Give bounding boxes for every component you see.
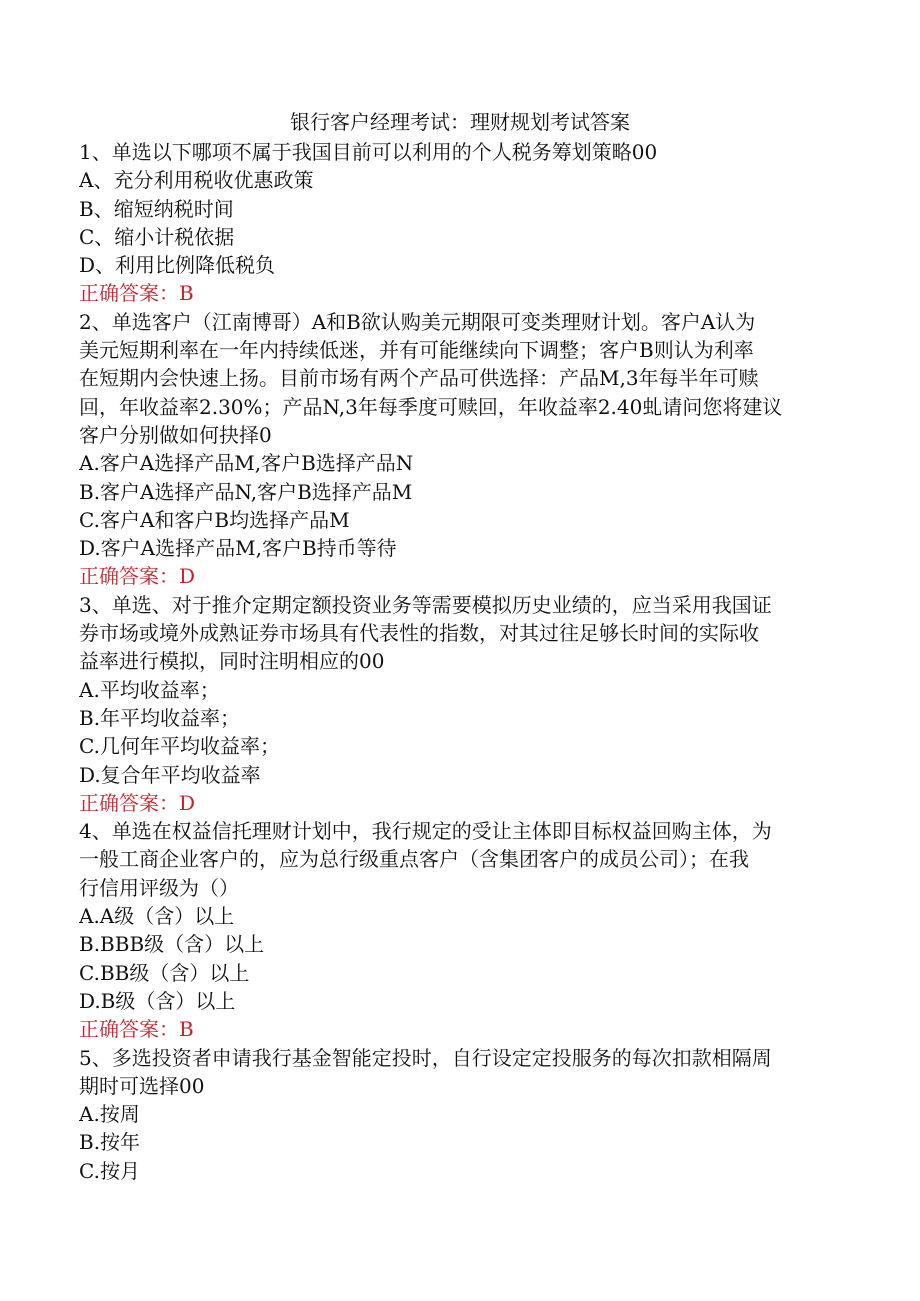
option-b: B.年平均收益率；: [79, 705, 241, 730]
document-body: [79, 138, 839, 1185]
question-stem-line: 行信用评级为（）: [79, 875, 239, 900]
correct-answer: 正确答案：D: [79, 564, 196, 589]
correct-answer: 正确答案：B: [79, 1017, 194, 1042]
question-stem-line: 回，年收益率2.30%；产品N,3年每季度可赎回，年收益率2.40虬请问您将建议: [79, 394, 783, 419]
question-stem-line: 一般工商企业客户的，应为总行级重点客户（含集团客户的成员公司）；在我: [79, 847, 749, 872]
question-stem-line: 客户分别做如何抉择0: [79, 422, 272, 447]
option-b: B、缩短纳税时间: [79, 196, 234, 221]
question-stem-line: 2、单选客户（江南博哥）A和B欲认购美元期限可变类理财计划。客户A认为: [79, 309, 756, 334]
option-a: A.平均收益率；: [79, 677, 220, 702]
option-c: C.客户A和客户B均选择产品M: [79, 507, 350, 532]
question-4: [79, 817, 839, 1043]
option-a: A、充分利用税收优惠政策: [79, 168, 314, 193]
option-c: C.BB级（含）以上: [79, 960, 250, 985]
option-b: B.客户A选择产品N,客户B选择产品M: [79, 479, 413, 504]
question-stem-line: 期时可选择00: [79, 1073, 205, 1098]
question-3: [79, 591, 839, 817]
question-stem-line: 益率进行模拟，同时注明相应的00: [79, 649, 385, 674]
option-b: B.BBB级（含）以上: [79, 932, 265, 957]
option-a: A.A级（含）以上: [79, 904, 235, 929]
question-stem-line: 4、单选在权益信托理财计划中，我行规定的受让主体即目标权益回购主体，为: [79, 819, 772, 844]
option-c: C.几何年平均收益率；: [79, 734, 280, 759]
question-stem-line: 5、多选投资者申请我行基金智能定投时，自行设定定投服务的每次扣款相隔周: [79, 1045, 772, 1070]
question-5: [79, 1044, 839, 1185]
option-d: D、利用比例降低税负: [79, 253, 276, 278]
document-title: 银行客户经理考试：理财规划考试答案: [290, 110, 630, 134]
option-c: C.按月: [79, 1158, 140, 1183]
question-stem-line: 券市场或境外成熟证券市场具有代表性的指数，对其过往足够长时间的实际收: [79, 621, 759, 646]
question-stem-line: 3、单选、对于推介定期定额投资业务等需要模拟历史业绩的，应当采用我国证: [79, 592, 772, 617]
correct-answer: 正确答案：B: [79, 281, 194, 306]
option-b: B.按年: [79, 1130, 141, 1155]
option-a: A.按周: [79, 1102, 140, 1127]
question-stem-line: 在短期内会快速上扬。目前市场有两个产品可供选择：产品M,3年每半年可赎: [79, 366, 759, 391]
question-1: [79, 138, 839, 308]
question-stem-line: 美元短期利率在一年内持续低迷，并有可能继续向下调整；客户B则认为利率: [79, 338, 754, 363]
option-c: C、缩小计税依据: [79, 224, 235, 249]
option-d: D.B级（含）以上: [79, 988, 236, 1013]
correct-answer: 正确答案：D: [79, 790, 196, 815]
question-stem: 1、单选以下哪项不属于我国目前可以利用的个人税务筹划策略00: [79, 140, 658, 164]
option-a: A.客户A选择产品M,客户B选择产品N: [79, 451, 414, 476]
option-d: D.客户A选择产品M,客户B持币等待: [79, 536, 397, 561]
option-d: D.复合年平均收益率: [79, 762, 261, 787]
question-2: [79, 308, 839, 591]
